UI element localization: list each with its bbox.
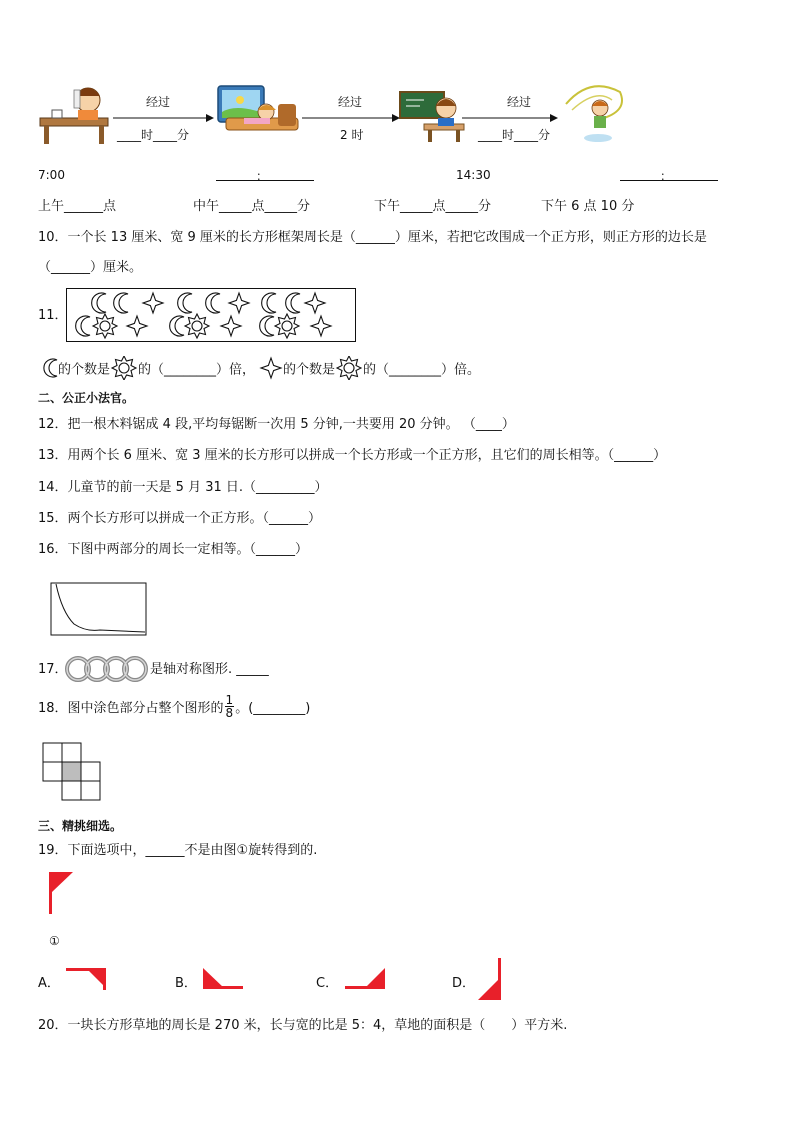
- star-icon: [143, 293, 163, 313]
- moon-icon: [170, 316, 184, 336]
- time-4-colon: ：: [660, 169, 673, 183]
- question-18-grid-figure: [42, 742, 106, 804]
- moon-icon: [114, 293, 128, 313]
- shapes-box: [66, 288, 356, 342]
- sun-icon: [185, 314, 209, 338]
- moon-icon: [178, 293, 192, 313]
- answer-c-text: 的个数是: [283, 362, 336, 378]
- moon-icon: [206, 293, 220, 313]
- period-3: 下午_____点_____分: [374, 199, 492, 214]
- question-15: 15．两个长方形可以拼成一个正方形。（______）: [38, 511, 322, 526]
- question-18: [38, 694, 310, 730]
- shapes-graphic: [67, 289, 355, 341]
- question-11-number: 11．: [38, 308, 68, 323]
- option-a-flag[interactable]: [64, 966, 110, 992]
- question-12: 12．把一根木料锯成 4 段,平均每锯断一次用 5 分钟,一共要用 20 分钟。 （____）: [38, 417, 515, 432]
- sun-icon: [93, 314, 117, 338]
- moon-icon: [92, 293, 106, 313]
- question-19: 19．下面选项中，______不是由图①旋转得到的.: [38, 843, 318, 858]
- star-icon: [229, 293, 249, 313]
- timeline-illustration: [0, 0, 794, 190]
- question-17-number: 17．: [38, 662, 68, 677]
- star-icon: [127, 316, 147, 336]
- sun-icon: [275, 314, 299, 338]
- answer-a-text: 的个数是: [58, 362, 111, 378]
- question-17-text: 是轴对称图形. _____: [150, 662, 269, 677]
- answer-d-text: 的（________）倍。: [363, 362, 481, 378]
- moon-icon: [76, 316, 90, 336]
- arrow-1-blank: ____时____分: [117, 128, 190, 142]
- child-classroom-icon: [400, 92, 464, 142]
- section-3-heading: 三、精挑细选。: [38, 819, 123, 833]
- moon-icon: [286, 293, 300, 313]
- fraction-one-eighth: [225, 694, 235, 719]
- star-icon: [305, 293, 325, 313]
- question-18-text-a: 18．图中涂色部分占整个图形的: [38, 701, 224, 716]
- moon-icon: [262, 293, 276, 313]
- period-2: 中午_____点_____分: [193, 199, 311, 214]
- moon-icon: [260, 316, 274, 336]
- star-icon: [311, 316, 331, 336]
- fraction-numerator: 1: [225, 693, 234, 707]
- flag-figure-1: [47, 870, 77, 916]
- star-icon: [259, 356, 283, 380]
- period-4: 下午 6 点 10 分: [541, 199, 635, 214]
- arrow-2-value: 2 时: [340, 128, 364, 142]
- moon-icon: [38, 357, 58, 379]
- section-2-heading: 二、公正小法官。: [38, 391, 135, 405]
- option-c-label[interactable]: C．: [316, 976, 339, 991]
- option-d-flag[interactable]: [476, 956, 506, 1002]
- child-playing-icon: [566, 86, 622, 142]
- answer-b-text: 的（________）倍，: [138, 362, 256, 378]
- arrow-2-label: 经过: [338, 95, 363, 109]
- olympic-rings-icon: [64, 654, 150, 684]
- arrow-3-blank: ____时____分: [478, 128, 551, 142]
- time-3: 14:30: [456, 168, 491, 182]
- arrow-1-label: 经过: [146, 95, 171, 109]
- question-16-figure: [50, 582, 148, 638]
- time-1: 7:00: [38, 168, 65, 182]
- question-13: 13．用两个长 6 厘米、宽 3 厘米的长方形可以拼成一个长方形或一个正方形，且它们的周长相等。（______）: [38, 448, 667, 463]
- question-14: 14．儿童节的前一天是 5 月 31 日.（_________）: [38, 480, 328, 495]
- question-16: 16．下图中两部分的周长一定相等。（______）: [38, 542, 309, 557]
- shaded-cell: [62, 762, 81, 781]
- timeline-graphic: [0, 0, 794, 190]
- question-10-line-1: 10．一个长 13 厘米、宽 9 厘米的长方形框架周长是（______）厘米，若把它改围成一个正方形，则正方形的边长是: [38, 230, 707, 245]
- child-napping-icon: [218, 86, 298, 130]
- star-icon: [221, 316, 241, 336]
- figure-1-label: ①: [49, 934, 60, 948]
- arrow-3-label: 经过: [507, 95, 532, 109]
- child-breakfast-icon: [40, 88, 108, 144]
- question-10-line-2: （______）厘米。: [38, 260, 143, 275]
- period-1: 上午______点: [38, 199, 117, 214]
- question-20: 20．一块长方形草地的周长是 270 米，长与宽的比是 5：4，草地的面积是（ ）平方米.: [38, 1018, 568, 1033]
- sun-icon: [335, 356, 363, 380]
- option-c-flag[interactable]: [343, 966, 389, 992]
- option-b-flag[interactable]: [200, 966, 246, 992]
- option-a-label[interactable]: A．: [38, 976, 60, 991]
- question-18-text-b: 。(________): [235, 701, 311, 716]
- question-11-answer: [38, 356, 480, 380]
- time-2-colon: ：: [256, 169, 269, 183]
- sun-icon: [110, 356, 138, 380]
- option-d-label[interactable]: D．: [452, 976, 476, 991]
- fraction-denominator: 8: [225, 706, 234, 720]
- option-b-label[interactable]: B．: [175, 976, 197, 991]
